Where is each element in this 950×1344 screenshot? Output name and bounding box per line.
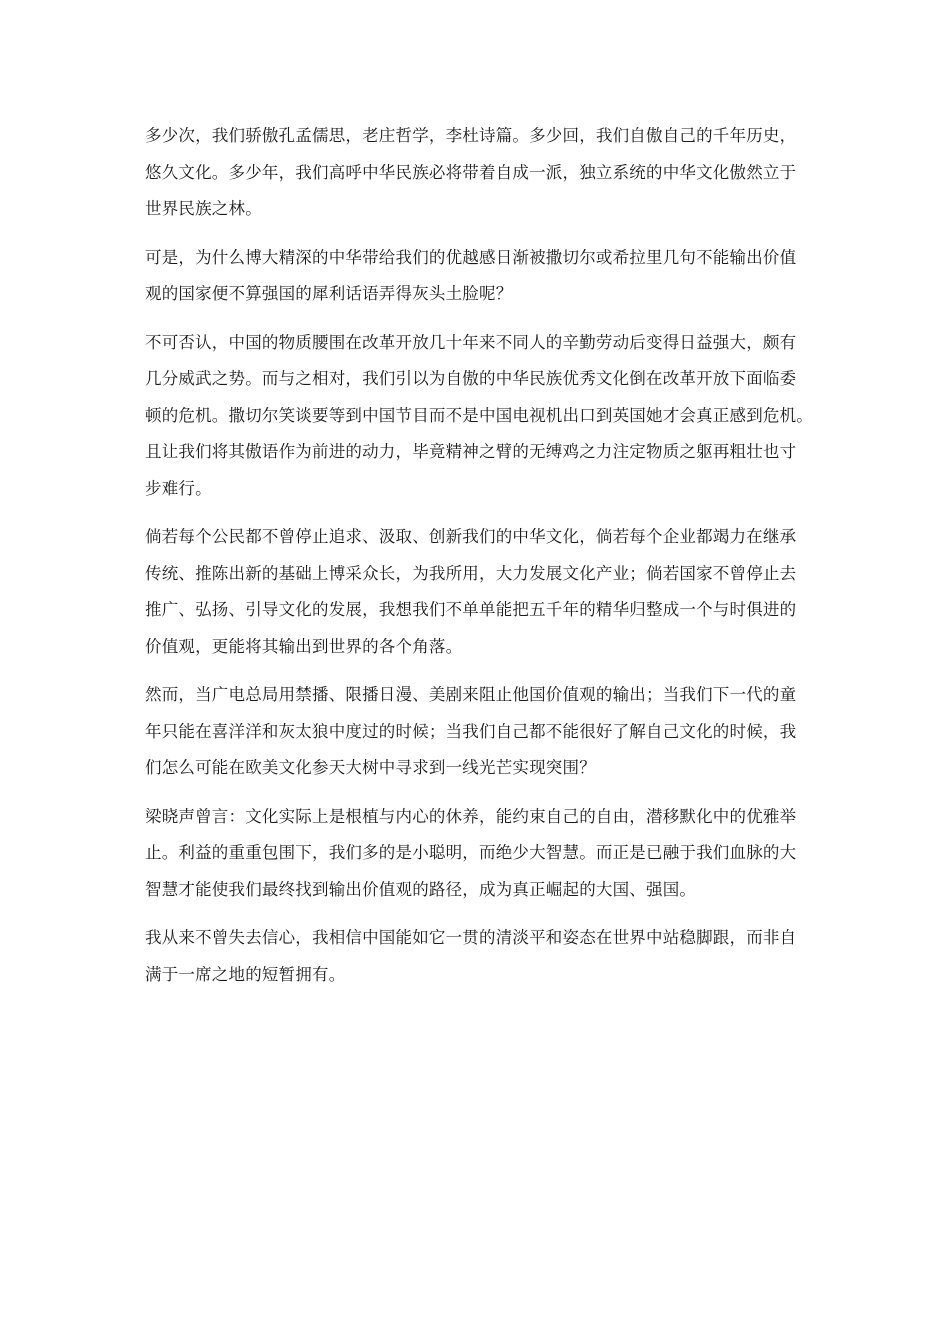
paragraph-line: 梁晓声曾言：文化实际上是根植与内心的休养，能约束自己的自由，潜移默化中的优雅举 — [145, 806, 797, 826]
paragraph-line: 年只能在喜洋洋和灰太狼中度过的时候；当我们自己都不能很好了解自己文化的时候，我 — [145, 721, 797, 741]
paragraph-line: 我从来不曾失去信心，我相信中国能如它一贯的清淡平和姿态在世界中站稳脚跟，而非自 — [145, 928, 797, 947]
paragraph-line: 观的国家便不算强国的犀利话语弄得灰头土脸呢？ — [145, 284, 513, 303]
paragraph-7 — [145, 920, 810, 993]
paragraph-line: 可是，为什么博大精深的中华带给我们的优越感日渐被撒切尔或希拉里几句不能输出价值 — [145, 247, 797, 267]
paragraph-line: 世界民族之林。 — [145, 199, 262, 218]
paragraph-line: 且让我们将其傲语作为前进的动力，毕竟精神之臂的无缚鸡之力注定物质之躯再粗壮也寸 — [145, 442, 797, 461]
paragraph-line: 智慧才能使我们最终找到输出价值观的路径，成为真正崛起的大国、强国。 — [145, 879, 697, 899]
paragraph-line: 传统、推陈出新的基础上博采众长，为我所用，大力发展文化产业；倘若国家不曾停止去 — [145, 563, 797, 583]
paragraph-1 — [145, 118, 810, 228]
paragraph-line: 然而，当广电总局用禁播、限播日漫、美剧来阻止他国价值观的输出；当我们下一代的童 — [145, 685, 797, 704]
paragraph-line: 几分威武之势。而与之相对，我们引以为自傲的中华民族优秀文化倒在改革开放下面临委 — [145, 369, 797, 388]
paragraph-line: 悠久文化。多少年，我们高呼中华民族必将带着自成一派，独立系统的中华文化傲然立于 — [145, 162, 797, 182]
paragraph-line: 顿的危机。撒切尔笑谈要等到中国节目而不是中国电视机出口到英国她才会真正感到危机。 — [145, 405, 813, 425]
paragraph-line: 倘若每个公民都不曾停止追求、汲取、创新我们的中华文化，倘若每个企业都竭力在继承 — [145, 527, 797, 546]
paragraph-line: 不可否认，中国的物质腰围在改革开放几十年来不同人的辛勤劳动后变得日益强大，颇有 — [145, 332, 797, 352]
paragraph-line: 止。利益的重重包围下，我们多的是小聪明，而绝少大智慧。而正是已融于我们血脉的大 — [145, 843, 797, 862]
paragraph-line: 多少次，我们骄傲孔孟儒思，老庄哲学，李杜诗篇。多少回，我们自傲自己的千年历史， — [145, 126, 797, 145]
paragraph-line: 满于一席之地的短暂拥有。 — [145, 964, 346, 984]
paragraph-5 — [145, 677, 810, 787]
paragraph-line: 推广、弘扬、引导文化的发展，我想我们不单单能把五千年的精华归整成一个与时俱进的 — [145, 600, 797, 619]
paragraph-4 — [145, 519, 810, 665]
paragraph-line: 价值观，更能将其输出到世界的各个角落。 — [145, 636, 463, 656]
paragraph-6 — [145, 799, 810, 909]
paragraph-2 — [145, 240, 810, 313]
paragraph-line: 步难行。 — [145, 478, 212, 498]
paragraph-3 — [145, 325, 813, 508]
paragraph-line: 们怎么可能在欧美文化参天大树中寻求到一线光芒实现突围？ — [145, 758, 596, 777]
document-body — [145, 118, 813, 1005]
